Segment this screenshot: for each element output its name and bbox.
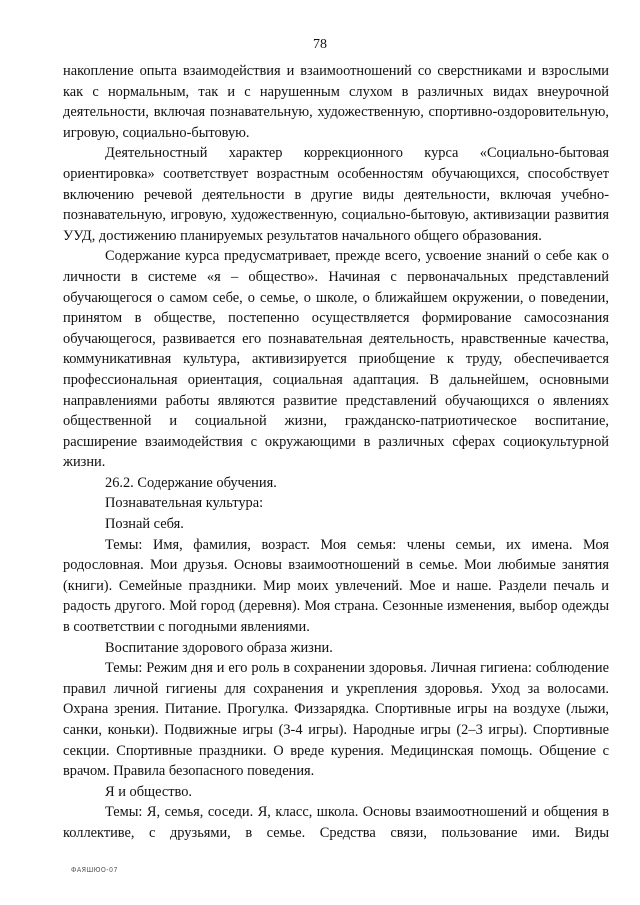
body-text: [63, 61, 609, 844]
topics-know-yourself: Темы: Имя, фамилия, возраст. Моя семья: члены семьи, их имена. Моя родословная. Мои друзья. Основы взаимоотношений в семье. Мои любимые занятия (книги). Семейные праздники. Мир моих увлечений. Мое и наше. Раздели печаль и радость другого. Мой город (деревня). Моя страна. Сезонные изменения, выбор одежды в соответствии с погодными явлениями.: [63, 536, 609, 636]
subsection-heading: Познавательная культура:: [105, 495, 264, 512]
paragraph-activity-nature: Деятельностный характер коррекционного курса «Социально-бытовая ориентировка» соответствует возрастным особенностям обучающихся, способствует включению речевой деятельности в другие виды деятельности, включая учебно-познавательную, игровую, художественную, социально-бытовую, активизации развития УУД, достижению планируемых результатов начального общего образования.: [63, 145, 609, 244]
topic-heading-healthy-lifestyle: Воспитание здорового образа жизни.: [105, 639, 333, 656]
paragraph-continuation: накопление опыта взаимодействия и взаимоотношений со сверстниками и взрослыми как с нормальным, так и с нарушенным слухом в различных видах внеурочной деятельности, включая познавательную, художественную, спортивно-оздоровительную, игровую, социально-бытовую.: [63, 63, 609, 141]
topics-healthy-lifestyle: Темы: Режим дня и его роль в сохранении здоровья. Личная гигиена: соблюдение правил личной гигиены для сохранения и укрепления здоровья. Уход за волосами. Охрана зрения. Питание. Прогулка. Физзарядка. Спортивные игры на воздухе (лыжи, санки, коньки). Подвижные игры (3-4 игры). Народные игры (2–3 игры). Спортивные секции. Спортивные праздники. О вреде курения. Медицинская помощь. Общение с врачом. Правила безопасного поведения.: [63, 660, 609, 780]
paragraph-course-content: Содержание курса предусматривает, прежде всего, усвоение знаний о себе как о личности в системе «я – общество». Начиная с первоначальных представлений обучающегося о самом себе, о семье, о школе, о ближайшем окружении, о поведении, принятом в обществе, постепенно осуществляется формирование самосознания обучающегося, развивается его познавательная деятельность, нравственные качества, коммуникативная культура, активизируется приобщение к труду, обеспечивается профессиональная ориентация, социальная адаптация. В дальнейшем, основными направлениями работы являются развитие представлений обучающихся о явлениях общественной и социальной жизни, гражданско-патриотическое воспитание, расширение взаимодействия с окружающими в различных сферах социокультурной жизни.: [63, 248, 609, 471]
topic-heading-me-and-society: Я и общество.: [105, 783, 193, 800]
topic-heading-know-yourself: Познай себя.: [105, 516, 184, 533]
page-number: 78: [313, 37, 327, 52]
footer-mark: ФАЯШЮО-07: [71, 866, 118, 874]
section-heading: 26.2. Содержание обучения.: [105, 474, 277, 491]
topics-me-and-society: Темы: Я, семья, соседи. Я, класс, школа. Основы взаимоотношений и общения в коллективе, с друзьями, в семье. Средства связи, пользование ими. Виды: [63, 804, 609, 841]
